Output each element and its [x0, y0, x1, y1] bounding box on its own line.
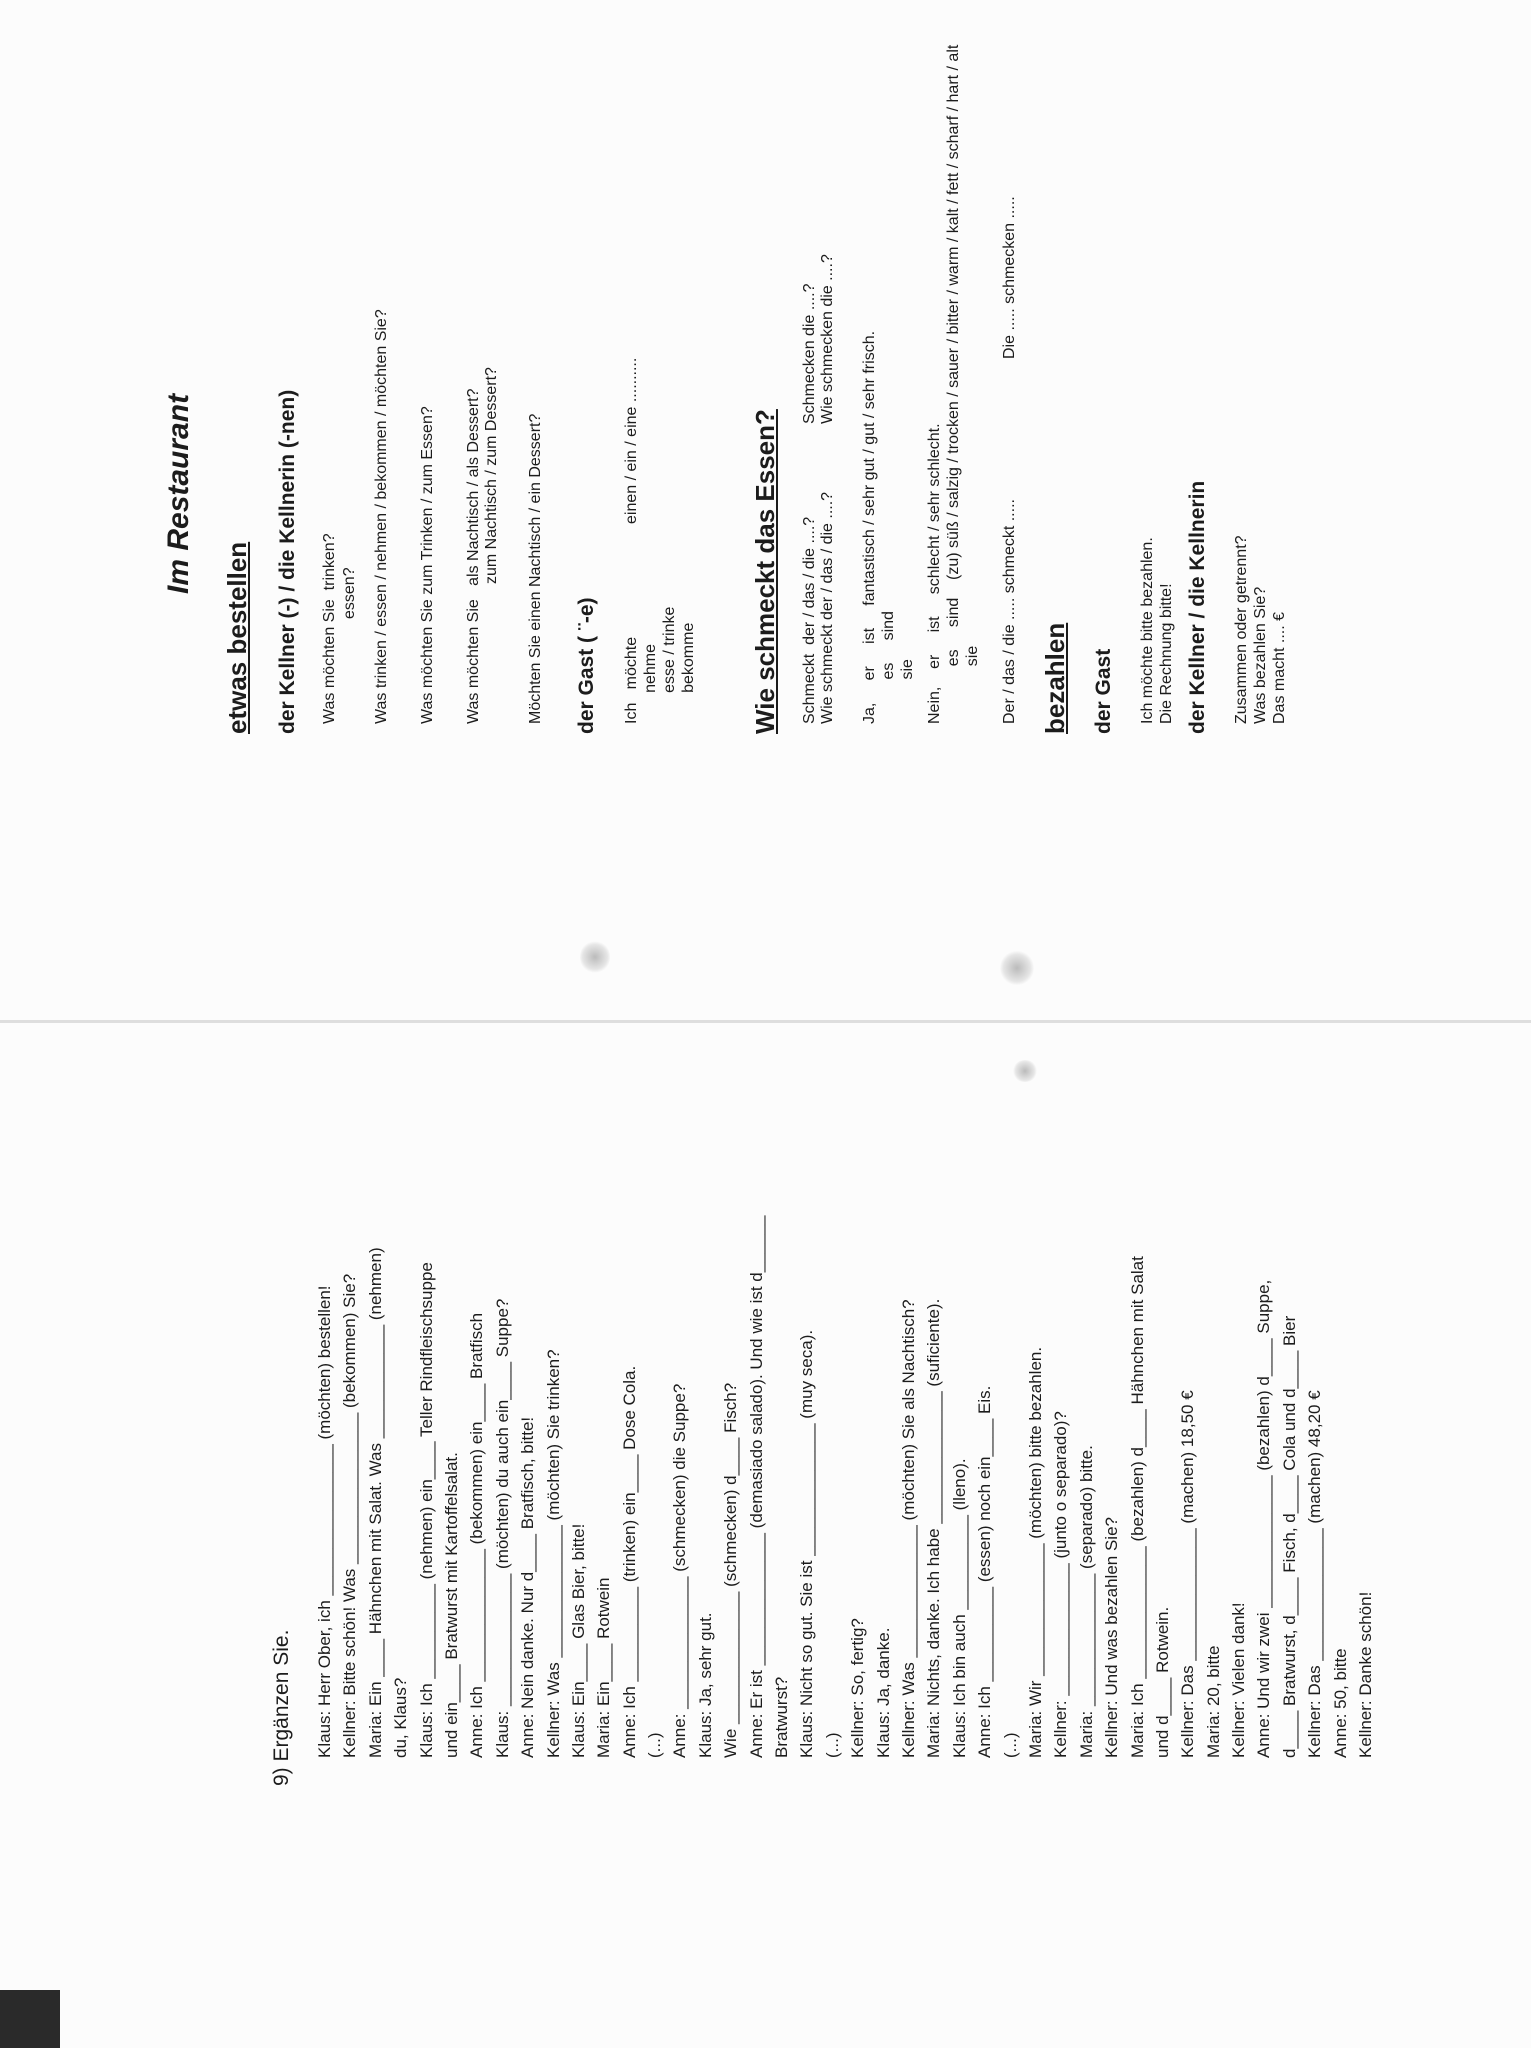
exercise-line: Klaus: Ein____ Glas Bier, bitte!: [568, 1523, 588, 1758]
exercise-line: Klaus: Ja, danke.: [873, 1627, 893, 1758]
guest-articles: einen / ein / eine ..........: [623, 357, 640, 524]
exercise-line: (...): [822, 1732, 842, 1758]
taste-summary-a: Der / das / die ..... schmeckt .....: [1001, 499, 1018, 724]
pay-guest-phrases: Ich möchte bitte bezahlen. Die Rechnung bitte!: [1139, 537, 1175, 724]
heading-pay-waiter: der Kellner / die Kellnerin: [1186, 480, 1209, 734]
exercise-line: Maria: Ein____ Rotwein: [594, 1577, 614, 1758]
taste-question-4: Wie schmecken die ....?: [819, 254, 836, 424]
taste-negative: Nein, er ist schlecht / sehr schlecht. es sind (zu) süß / salzig / trocken / sauer / bitter / warm / kalt / fett / scharf / hart / alt sie: [926, 44, 981, 724]
exercise-sheet: [0, 1024, 1531, 2048]
exercise-line: Anne: Ich __________ (trinken) ein____ Dose Cola.: [619, 1365, 639, 1758]
heading-order: etwas bestellen: [222, 541, 252, 734]
exercise-line: und d____ Rotwein.: [1152, 1606, 1172, 1758]
taste-summary-b: Die ..... schmecken .....: [1001, 196, 1018, 359]
pay-waiter-phrases: Zusammen oder getrennt? Was bezahlen Sie? Das macht .... €: [1233, 535, 1288, 724]
exercise-line: Kellner: Was ______________ (möchten) Sie trinken?: [543, 1349, 563, 1758]
exercise-line: Kellner: Das ______________ (machen) 48,20 €: [1305, 1390, 1325, 1758]
waiter-question-1: Was möchten Sie trinken?: [321, 533, 338, 724]
exercise-line: Maria: Nichts, danke. Ich habe ______________ (suficiente).: [924, 1298, 944, 1758]
exercise-line: Kellner: Danke schön!: [1356, 1591, 1376, 1758]
exercise-line: Kellner: ______________ (junto o separado)?: [1051, 1411, 1071, 1758]
exercise-line: Anne: Er ist ______________ (demasiado salado). Und wie ist d______: [746, 1215, 766, 1758]
exercise-line: Anne: Ich ______________ (bekommen) ein____ Bratfisch: [467, 1312, 487, 1758]
guest-phrases: Ich möchte nehme esse / trinke bekomme: [623, 606, 697, 724]
exercise-line: Maria: ______________ (separado) bitte.: [1076, 1445, 1096, 1758]
taste-question-1: Schmeckt der / das / die ....?: [801, 516, 818, 724]
taste-question-3: Schmecken die ....?: [801, 283, 818, 424]
exercise-line: Kellner: Bitte schön! Was ________________ (bekommen) Sie?: [340, 1273, 360, 1758]
exercise-line: Kellner: Und was bezahlen Sie?: [1102, 1517, 1122, 1758]
exercise-line: und ein____ Bratwurst mit Kartoffelsalat.: [441, 1452, 461, 1758]
exercise-line: Bratwurst?: [772, 1676, 792, 1758]
page-fold-line: [0, 1020, 1531, 1023]
exercise-lines: [312, 1038, 1378, 1758]
exercise-line: Klaus: Nicht so gut. Sie ist ______________ (muy seca).: [797, 1329, 817, 1758]
exercise-line: Klaus: Ich __________ (nehmen) ein____ Teller Rindfleischsuppe: [416, 1262, 436, 1758]
exercise-line: Maria: Wir ______________ (möchten) bitte bezahlen.: [1025, 1346, 1045, 1758]
exercise-line: Maria: 20, bitte: [1203, 1645, 1223, 1758]
waiter-question-2: Was trinken / essen / nehmen / bekommen / möchten Sie?: [373, 309, 390, 724]
exercise-line: Klaus: Ja, sehr gut.: [695, 1612, 715, 1758]
heading-pay: bezahlen: [1040, 622, 1070, 734]
exercise-line: Wie ______________ (schmecken) d____ Fisch?: [721, 1382, 741, 1758]
exercise-line: Kellner: So, fertig?: [848, 1618, 868, 1758]
heading-taste: Wie schmeckt das Essen?: [750, 409, 780, 734]
exercise-line: du, Klaus?: [391, 1677, 411, 1758]
scan-corner-shadow: [0, 1990, 60, 2048]
heading-guest: der Gast ( ¨-e): [575, 597, 598, 734]
heading-waiter: der Kellner (-) / die Kellnerin (-nen): [276, 389, 299, 734]
exercise-line: (...): [645, 1732, 665, 1758]
exercise-line: Anne: ______________ (schmecken) die Suppe?: [670, 1383, 690, 1758]
exercise-line: (...): [1000, 1732, 1020, 1758]
exercise-line: Klaus: Ich bin auch __________ (lleno).: [949, 1458, 969, 1758]
waiter-question-4b: zum Nachtisch / zum Dessert?: [483, 367, 500, 584]
exercise-line: Klaus: ______________ (möchten) du auch ein____ Suppe?: [492, 1298, 512, 1758]
taste-positive: Ja, er ist fantastisch / sehr gut / gut / sehr frisch. es sind sie: [861, 330, 916, 724]
exercise-line: Anne: Ich __________ (essen) noch ein____ Eis.: [975, 1385, 995, 1758]
exercise-line: Klaus: Herr Ober, ich ________________ (möchten) bestellen!: [315, 1285, 334, 1758]
waiter-question-4: Was möchten Sie als Nachtisch / als Dessert?: [465, 388, 482, 724]
exercise-line: Kellner: Das ______________ (machen) 18,50 €: [1178, 1390, 1198, 1758]
waiter-question-5: Möchten Sie einen Nachtisch / ein Dessert?: [527, 413, 544, 724]
exercise-line: Anne: 50, bitte: [1330, 1648, 1350, 1758]
scan-speck: [580, 940, 610, 974]
exercise-title: 9) Ergänzen Sie.: [270, 1629, 293, 1786]
exercise-line: Anne: Nein danke. Nur d____ Bratfisch, bitte!: [518, 1416, 538, 1758]
scan-speck: [1000, 950, 1034, 986]
exercise-line: Kellner: Was ______________ (möchten) Sie als Nachtisch?: [898, 1299, 918, 1758]
taste-question-2: Wie schmeckt der / das / die ....?: [819, 491, 836, 724]
heading-pay-guest: der Gast: [1092, 648, 1115, 734]
scan-speck: [1012, 1060, 1038, 1082]
exercise-line: d____ Bratwurst, d____ Fisch, d____ Cola und d____ Bier: [1279, 1315, 1299, 1758]
waiter-question-3: Was möchten Sie zum Trinken / zum Essen?: [419, 406, 436, 724]
exercise-line: Maria: Ein ____ Hähnchen mit Salat. Was ____________ (nehmen): [365, 1247, 385, 1758]
exercise-line: Maria: Ich ______________ (bezahlen) d____ Hähnchen mit Salat: [1127, 1256, 1147, 1758]
exercise-line: Anne: Und wir zwei ______________ (bezahlen) d____ Suppe,: [1254, 1279, 1274, 1758]
exercise-line: Kellner: Vielen dank!: [1229, 1602, 1249, 1758]
sheet-title: Im Restaurant: [162, 393, 195, 594]
waiter-question-1b: essen?: [341, 567, 358, 619]
